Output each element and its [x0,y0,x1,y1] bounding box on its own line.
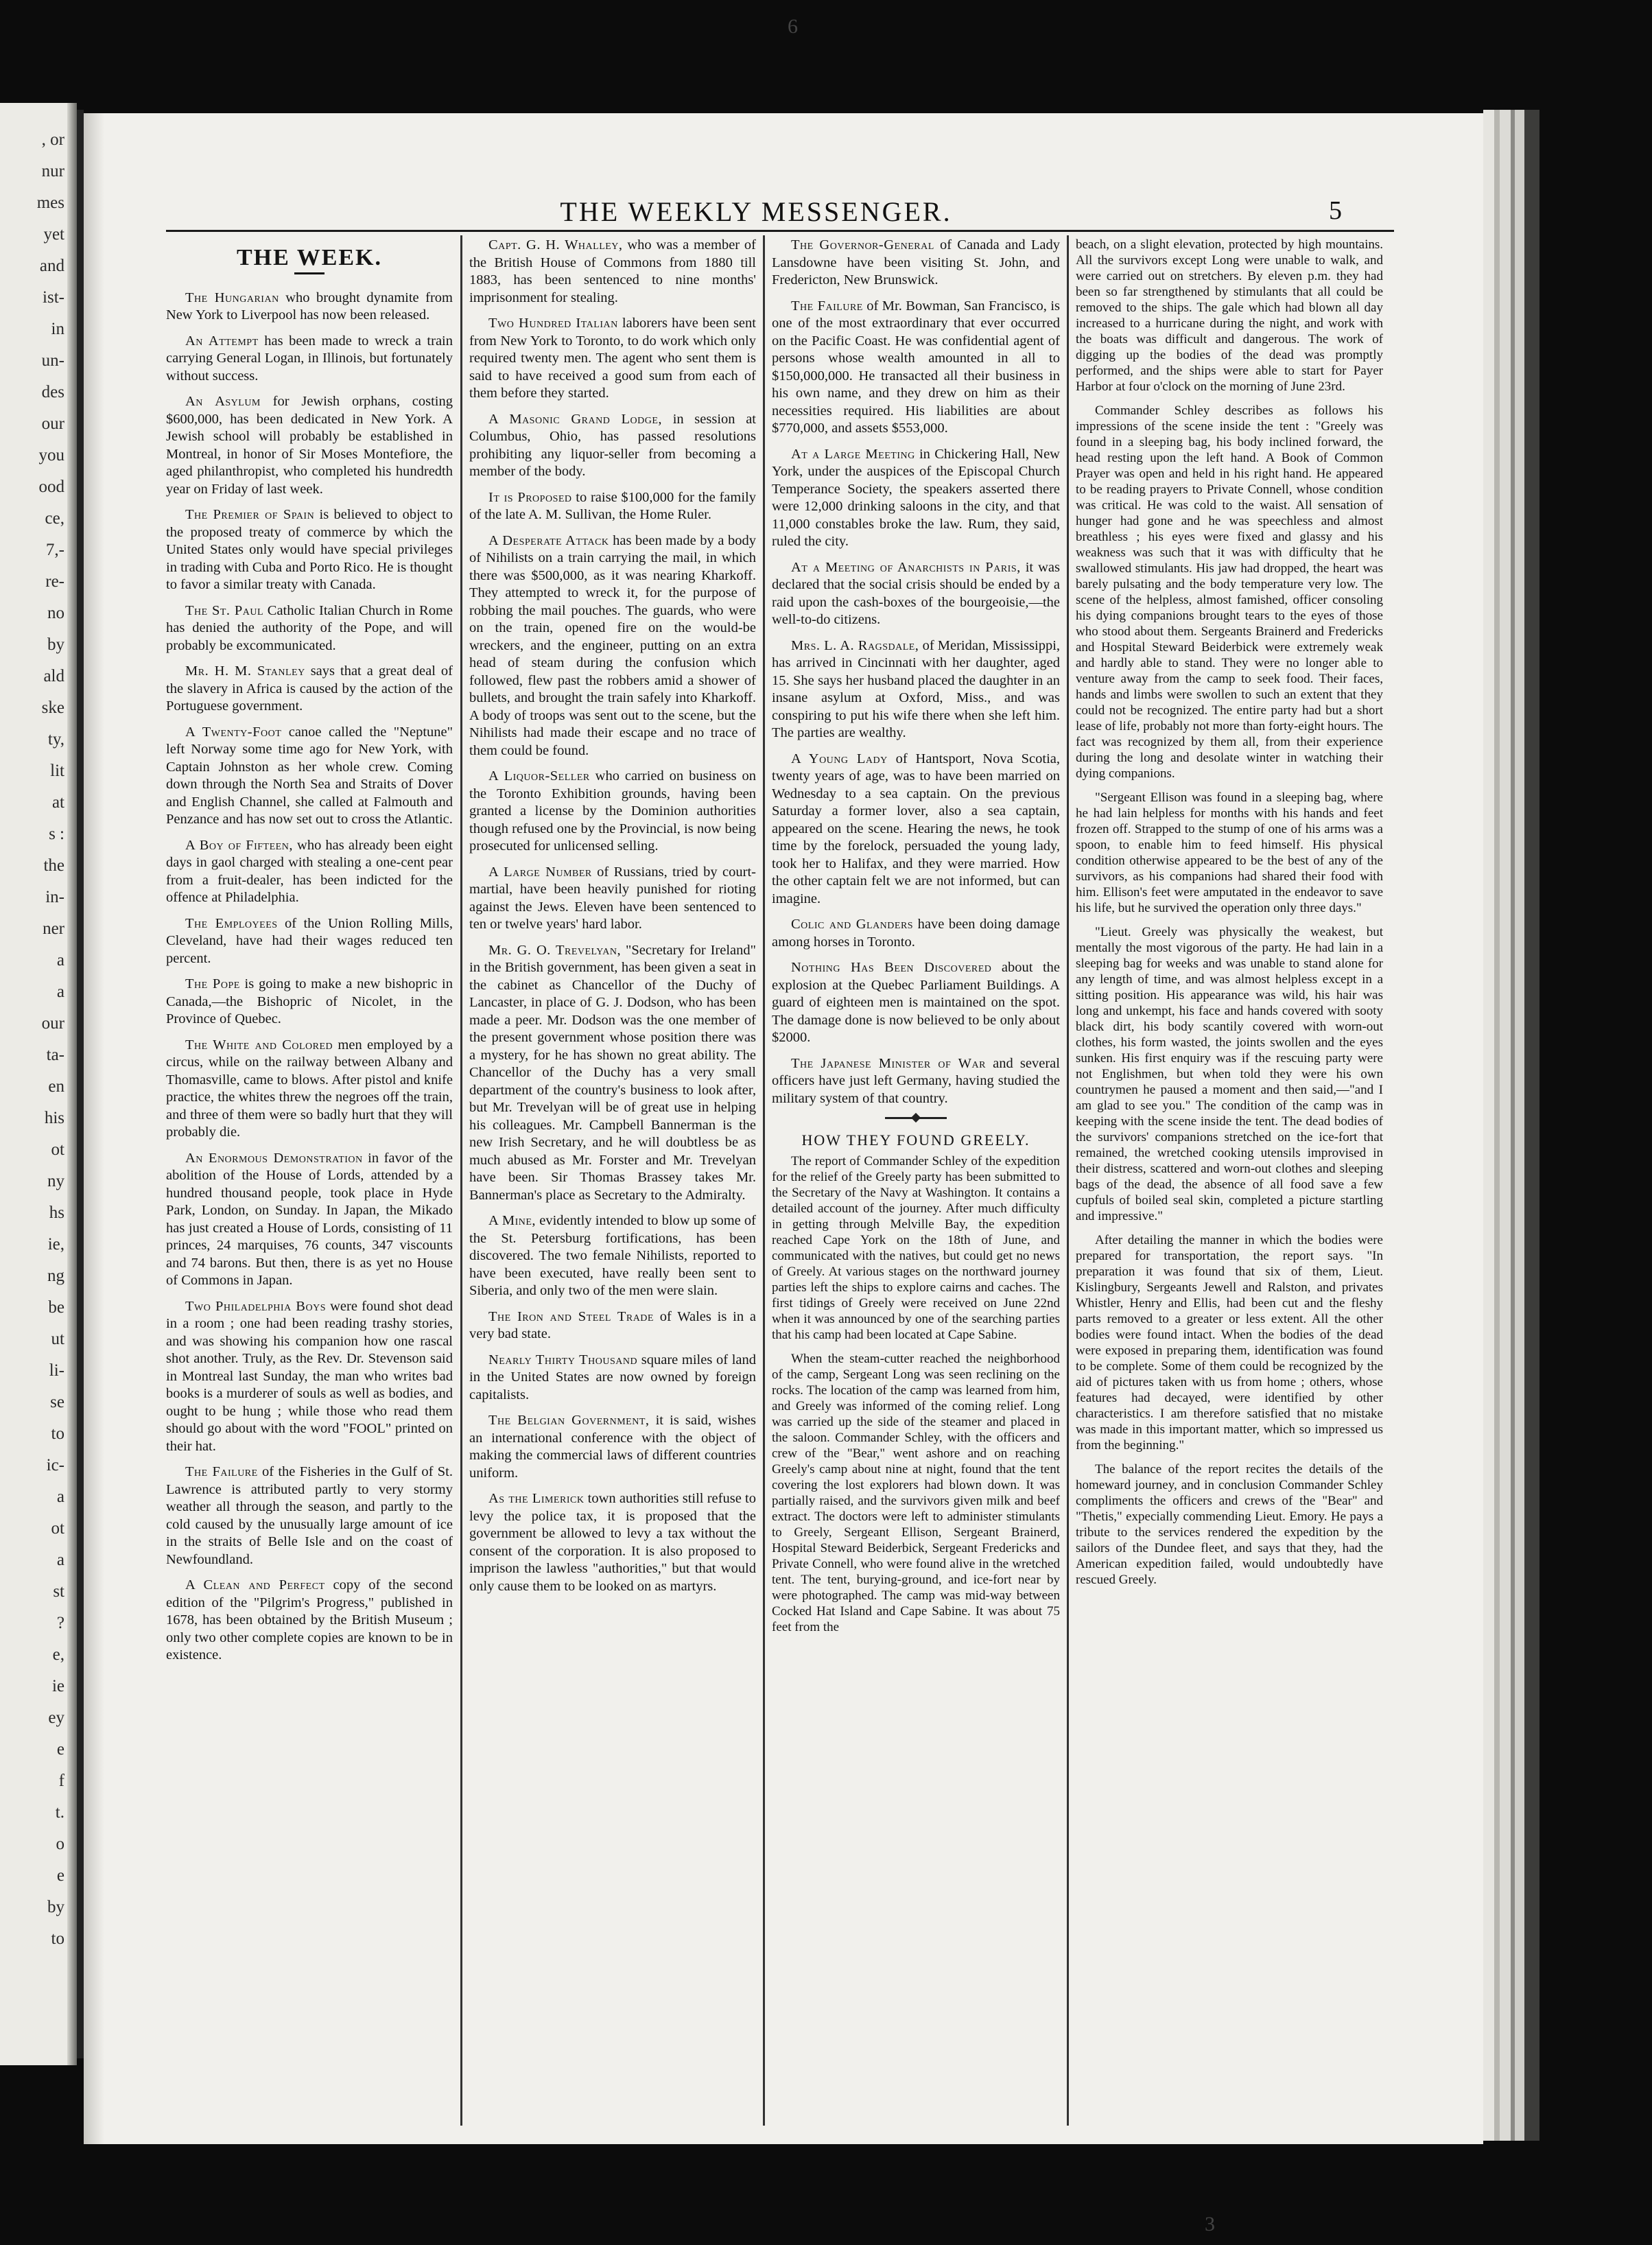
news-item-text: and several officers have just left Germany, having studied the military system of that country. [772,1055,1060,1106]
news-item [166,506,453,594]
news-item-text: who has already been eight days in gaol charged with stealing a one-cent pear from a fruit-dealer, has been indicted for the offence at Philadelphia. [166,837,453,905]
left-page-fragment-text: ty, [47,730,64,749]
news-item-text: of the Union Rolling Mills, Cleveland, have had their wages reduced ten percent. [166,915,453,966]
news-item [166,1298,453,1456]
news-item [772,751,1060,908]
left-page-fragment-text: ng [47,1267,64,1285]
news-item-lead: An Enormous Demonstration [185,1150,363,1166]
left-page-fragment-text: li- [49,1361,64,1380]
column-rule-1 [460,235,462,2126]
left-page-fragment-text: e [56,1866,64,1885]
article-paragraph: The report of Commander Schley of the expedition for the relief of the Greely party has been submitted to the Secretary of the Navy at Washington. It contains a detailed account of the journey. After much difficulty in getting through Melville Bay, the expedition reached Cape York on the 18th of June, and communicated with the natives, but could get no news of Greely. At various stages on the northward journey parties left the ships to explore cairns and caches. The first tidings of Greely were received on June 22nd when it was announced by one of the searching parties that his camp had been located at Cape Sabine. [772,1153,1060,1342]
news-item [166,393,453,498]
news-item-lead: The Employees [185,915,278,931]
section-heading-greely: HOW THEY FOUND GREELY. [801,1131,1030,1149]
left-page-fragment-text: a [56,1488,64,1506]
left-page-fragment-text: by [47,1898,64,1916]
news-item-lead: Mr. G. O. Trevelyan, [488,942,622,958]
column-2 [469,237,756,2124]
left-page-fragment-text: re- [45,572,64,591]
news-item-lead: A Young Lady [791,751,888,766]
news-item [166,837,453,907]
left-page-fragment-text: , or [41,130,64,149]
news-item-lead: A Mine, [488,1213,536,1228]
left-page-fragment-text: un- [41,351,64,370]
article-paragraph: Commander Schley describes as follows his impressions of the scene inside the tent : "Greely was found in a sleeping bag, his body inclined forward, the head resting upon the left hand. A Book of Common Prayer was open and held in his right hand. He appeared to be reading prayers to Private Connell, whose condition was critical. He was cold to the waist. All sensation of hunger had gone and he was speechless and almost breathless ; his eyes were fixed and glassy and his weakness was such that it was with difficulty that he swallowed stimulants. His jaw had dropped, the heart was barely pulsating and the body temperature very low. The scene of the helpless, almost famished, officer consoling his dying companions brought tears to the eyes of those who stood about them. Sergeants Brainerd and Fredericks and Hospital Steward Beiderbick were extremely weak and hardly able to stand. They were no longer able to venture away from the camp to seek food. Their faces, hands and limbs were swollen to such an extent that they could not be recognized. The entire party had but a short lease of life, probably not more than forty-eight hours. The fact was recognized by them all, from their experience during the long and desolate winter in watching their dying companions. [1076,403,1383,781]
newspaper-page [84,113,1483,2144]
news-item-text: who brought dynamite from New York to Liverpool has now been released. [166,290,453,322]
news-item [469,315,756,403]
news-item-text: of the Fisheries in the Gulf of St. Lawrence is attributed partly to very stormy weather all through the season, and partly to the cold caused by the unusually large amount of ice in the straits of Belle Isle and on the coast of Newfoundland. [166,1464,453,1567]
left-page-fragment-text: ut [51,1330,64,1348]
news-item [469,942,756,1205]
left-page-fragment-text: s : [49,825,64,843]
news-item-lead: The Hungarian [185,290,279,305]
left-page-fragment-text: his [44,1109,64,1127]
news-item [772,237,1060,290]
news-item [772,916,1060,951]
left-page-fragment-text: a [56,951,64,969]
page-number: 5 [1329,196,1342,225]
news-item-text: have been doing damage among horses in Toronto. [772,917,1060,950]
left-page-fragment-text: nur [41,162,64,180]
news-item-text: has been made by a body of Nihilists on a train carrying the mail, in which there was $500,000, as it was nearing Kharkoff. They attempted to wreck it, for the purpose of robbing the mail pouches. The guards, who were on the train, opened fire on the would-be wreckers, and the engineer, putting on an extra head of steam during the confusion which followed, flew past the robbers amid a shower of bullets, and brought the train safely into Kharkoff. A body of troops was sent out to the scene, but the Nihilists had made their escape and no trace of them could be found. [469,532,756,758]
news-item [166,915,453,968]
bottom-mark: 3 [1205,2213,1215,2235]
news-item-text: of Meridan, Mississippi, has arrived in Cincinnati with her daughter, aged 15. She says her husband placed the daughter in an insane asylum at Oxford, Miss., and was conspiring to put his wife there when she left him. The parties are wealthy. [772,637,1060,740]
news-item-lead: The Japanese Minister of War [791,1055,986,1071]
heading-rule [294,272,324,274]
news-item-text: evidently intended to blow up some of the St. Petersburg fortifications, has been discovered. The two female Nihilists, reported to have been executed, have really been sent to Siberia, and only two of the men were slain. [469,1213,756,1298]
news-item-text: of Canada and Lady Lansdowne have been visiting St. John, and Fredericton, New Brunswick. [772,237,1060,287]
news-item-lead: It is Proposed [488,489,572,505]
left-page-fragment-text: in [51,320,64,338]
news-item [166,1577,453,1665]
masthead-rule [166,230,1394,232]
section-heading-the-week: THE WEEK. [237,245,382,270]
page-shadow [84,113,104,2144]
left-page-fragment-text: hs [49,1203,64,1222]
news-item-lead: The Premier of Spain [185,507,315,522]
left-page-fragment-text: f [58,1772,64,1790]
news-item-lead: As the Limerick [488,1491,585,1506]
left-page-fragment-text: 7,- [45,541,64,559]
news-item-text: "Secretary for Ireland" in the British government, has been given a seat in the cabinet as Chancellor of the Duchy of Lancaster, in place of G. J. Dodson, who has been made a peer. Mr. Dodson was the one member of the present government whose position there was a mystery, for he has shown no great ability. The Chancellor of the Duchy has a very small department of the country's business to look after, but Mr. Trevelyan will be of great use in helping his colleagues. Mr. Campbell Bannerman is the new Irish Secretary, and he will doubtless be as much abused as Mr. Forster and Mr. Trevelyan have been. Sir Thomas Brassey takes Mr. Bannerman's place as Secretary to the Admiralty. [469,942,756,1203]
news-item-text: in session at Columbus, Ohio, has passed resolutions prohibiting any liquor-seller from becoming a member of the body. [469,411,756,479]
news-item [166,1150,453,1290]
column-1 [166,237,453,2124]
news-item-text: has been made to wreck a train carrying General Logan, in Illinois, but fortunately without success. [166,333,453,384]
left-page-fragment-text: in- [45,888,64,906]
news-item-text: copy of the second edition of the "Pilgrim's Progress," published in 1678, has been obtained by the British Museum ; only two other complete copies are known to be in existence. [166,1577,453,1662]
news-item-text: it was declared that the social crisis should be ended by a raid upon the cash-boxes of the bourgeoisie,—the well-to-do citizens. [772,559,1060,627]
news-item-text: for Jewish orphans, costing $600,000, has been dedicated in New York. A Jewish school will probably be established in Montreal, in honor of Sir Moses Montefiore, the aged philanthropist, who completed his hundredth year on Friday of last week. [166,394,453,497]
news-item-text: of Russians, tried by court-martial, have been heavily punished for rioting against the Jews. Eleven have been sentenced to ten or twelve years' hard labor. [469,864,756,932]
news-item-text: canoe called the "Neptune" left Norway some time ago for New York, with Captain Johnston as her whole crew. Coming down through the North Sea and Straits of Dover and English Channel, she called at Falmouth and Penzance and has now set out to cross the Atlantic. [166,724,453,827]
left-page-fragment-text: at [51,793,64,812]
column-4 [1076,237,1383,2124]
article-paragraph: "Sergeant Ellison was found in a sleeping bag, where he had lain helpless for months with his hands and feet frozen off. Strapped to the stump of one of his arms was a spoon, to enable him to feed himself. His physical condition otherwise appeared to be the best of any of the survivors, as his companions had shared their food with him. Ellison's feet were amputated in the endeavor to save his life, but he survived the operation only three days." [1076,790,1383,915]
news-item-text: men employed by a circus, while on the railway between Albany and Thomasville, came to blows. After pistol and knife practice, the whites threw the negroes off the train, and three of them were so badly hurt that they will probably die. [166,1037,453,1140]
left-page-fragment-text: des [41,383,64,401]
left-page-fragment-text: our [41,1014,64,1033]
news-item-text: square miles of land in the United States are now owned by foreign capitalists. [469,1352,756,1402]
news-item-text: Catholic Italian Church in Rome has denied the authority of the Pope, and will probably be excommunicated. [166,602,453,653]
news-item-lead: The Iron and Steel Trade [488,1308,654,1324]
news-item-text: town authorities still refuse to levy the police tax, it is proposed that the government be allowed to levy a tax without the consent of the corporation. It is also proposed to imprison the lawless "authorities," but that would only cause them to be looked on as martyrs. [469,1491,756,1594]
left-page-fragment-text: ner [43,919,64,938]
column-rule-2 [763,235,765,2126]
left-page-fragment-text: our [41,414,64,433]
news-item-text: in favor of the abolition of the House of Lords, attended by a hundred thousand people, took place in Hyde Park, London, on Sunday. In Japan, the Mikado has just created a House of Lords, consisting of 11 princes, 24 marquises, 76 counts, 347 viscounts and 74 barons. But then, there is as yet no House of Commons in Japan. [166,1150,453,1288]
news-item [166,602,453,655]
news-item-lead: The Governor-General [791,237,934,252]
left-page-fragment-text: ood [38,478,64,496]
left-page-fragment-text: ist- [43,288,64,307]
left-page-fragment-text: no [47,604,64,622]
news-item [166,333,453,386]
left-page-fragment-text: ald [43,667,64,685]
news-item-lead: A Large Number [488,864,592,880]
news-item-lead: The White and Colored [185,1037,333,1053]
news-item-text: it is said, wishes an international conference with the object of making the commercial laws of different countries uniform. [469,1413,756,1481]
news-item-lead: Colic and Glanders [791,917,914,932]
top-mark: 6 [788,15,798,38]
news-item [469,1212,756,1300]
news-item-lead: Mr. H. M. Stanley [185,663,305,679]
left-page-fragment-text: the [43,856,64,875]
news-item [469,237,756,307]
left-page-fragment-text: ? [56,1614,64,1632]
left-page-fragment-text: by [47,635,64,654]
left-page-fragment-text: ie, [47,1235,64,1254]
left-page-fragment-text: se [50,1393,64,1411]
section-divider [885,1117,947,1119]
news-item-lead: Capt. G. H. Whalley, [488,237,623,252]
left-page-fragment-text: ey [48,1708,64,1727]
masthead [84,196,1483,234]
news-item-lead: A Desperate Attack [488,532,609,548]
news-item [469,1490,756,1595]
news-item [166,1464,453,1568]
column-3 [772,237,1060,2124]
news-item-text: in Chickering Hall, New York, under the auspices of the Episcopal Church Temperance Society, the speakers asserted there were 12,000 drinking saloons in the city, and that 11,000 constables broke the law. Rum, they said, ruled the city. [772,446,1060,549]
left-page-fragment-text: to [51,1424,64,1443]
news-item-lead: At a Large Meeting [791,446,915,462]
news-item-lead: An Attempt [185,333,259,349]
news-item-lead: The Failure [791,298,863,314]
article-paragraph: When the steam-cutter reached the neighborhood of the camp, Sergeant Long was seen reclining on the rocks. The location of the camp was learned from him, and Greely was informed of the coming relief. Long was carried up the side of the steamer and placed in the saloon. Commander Schley, with the officers and crew of the "Bear," went ashore and on reaching Greely's camp about nine at night, found that the tent covering the lost explorers had blown down. It was partially raised, and the survivors given milk and beef extract. The doctors were left to administer stimulants to Greely, Sergeant Ellison, Sergeant Brainerd, Hospital Steward Beiderbick, Sergeant Fredericks and Private Connell, who were found alive in the wretched tent. The tent, burying-ground, and ice-fort near by were photographed. The camp was mid-way between Cocked Hat Island and Cape Sabine. It was about 75 feet from the [772,1351,1060,1634]
news-item-lead: A Clean and Perfect [185,1577,325,1592]
left-page-fragment-text: lit [50,762,64,780]
news-item [469,1308,756,1343]
news-item [469,411,756,481]
news-item-lead: A Twenty-Foot [185,724,282,740]
news-item-text: of Wales is in a very bad state. [469,1308,756,1341]
news-item-lead: A Liquor-Seller [488,768,590,784]
news-item-text: of Hantsport, Nova Scotia, twenty years of age, was to have been married on Wednesday to a sea captain. On the previous Saturday a former lover, also a sea captain, appeared on the scene. Hearing the news, he took time by the forelock, persuaded the young lady, took her to Halifax, and they were married. How the other captain felt we are not informed, but can imagine. [772,751,1060,906]
news-item [166,1037,453,1142]
news-item [772,559,1060,629]
news-item-lead: The St. Paul [185,602,263,618]
left-page-fragment-text: a [56,983,64,1001]
news-item-text: who was a member of the British House of Commons from 1880 till 1883, has been sentenced to nine months' imprisonment for stealing. [469,237,756,305]
article-paragraph: "Lieut. Greely was physically the weakest, but mentally the most vigorous of the party. He had lain in a sleeping bag for weeks and was unable to stand alone for any length of time, and was almost helpless except in a sitting position. His appearance was wild, his hair was long and unkempt, his face and hands covered with sooty black dirt, his body scantily covered with worn-out clothes, his form wasted, the joints swollen and the eyes sunken. His first enquiry was if the rescuing party were not Englishmen, but when told they were his own countrymen he paused a moment and then said,—"and I am glad to see you." The condition of the camp was in keeping with the scene inside the tent. The dead bodies of the survivors' companions stretched on the ice-fort that remained, the wretched cooking utensils improvised in their distress, scattered and worn-out clothes and sleeping bags of the dead, the absence of all food save a few cupfuls of boiled seal skin, completed a picture startling and impressive." [1076,925,1383,1223]
left-page-fragment-text: e [56,1740,64,1759]
news-item-lead: Nothing Has Been Discovered [791,960,992,975]
news-item [772,1055,1060,1108]
news-item [166,290,453,325]
left-page-fragment-text: mes [36,193,64,212]
left-page-fragment-text: o [56,1835,64,1853]
article-paragraph: After detailing the manner in which the bodies were prepared for transportation, the report says. "In preparation it was found that six of them, Lieut. Kislingbury, Sergeants Jewell and Ralston, and privates Whistler, Henry and Ellis, had been cut and the fleshy parts removed to a greater or less extent. All the other bodies were found intact. When the bodies of the dead were exposed in preparing them, identification was found to be complete. Some of them could be recognized by the aid of pictures taken with us from home ; others, whose features had decayed, were identified by other characteristics. I am therefore satisfied that no mistake was made in this important matter, which so impressed us from the beginning." [1076,1233,1383,1453]
left-page-fragment-text: ot [51,1519,64,1538]
article-paragraph: beach, on a slight elevation, protected by high mountains. All the survivors except Long were unable to walk, and were carried out on stretchers. By eleven p.m. they had been so far strengthened by stimulants that all could be removed to the ships. The gale which had blown all day increased to a hurricane during the night, and work with the boats was difficult and dangerous. The work of digging up the bodies of the dead was promptly performed, and the ships were able to start for Payer Harbor at four o'clock on the morning of June 23rd. [1076,237,1383,394]
news-item-lead: Mrs. L. A. Ragsdale, [791,637,919,653]
article-paragraph: The balance of the report recites the details of the homeward journey, and in conclusion Commander Schley compliments the officers and crews of the "Bear" and "Thetis," expecially commending Lieut. Emory. He pays a tribute to the services rendered the expedition by the sailors of the Dundee fleet, and says that they, had the American expedition failed, would undoubtedly have rescued Greely. [1076,1462,1383,1587]
left-page-fragment-text: ot [51,1140,64,1159]
left-page-fragment-text: t. [55,1803,64,1822]
left-page-fragment-text: you [38,446,64,465]
masthead-title: THE WEEKLY MESSENGER. [560,196,952,227]
news-item [469,768,756,856]
column-rule-3 [1067,235,1069,2126]
left-page-fragment-text: be [48,1298,64,1317]
news-item [469,1412,756,1482]
news-item-lead: A Boy of Fifteen, [185,837,293,853]
left-page-edge [67,103,77,2065]
news-item [772,298,1060,438]
left-page-fragment-text: a [56,1551,64,1569]
news-item-text: of Mr. Bowman, San Francisco, is one of the most extraordinary that ever occurred on the Pacific Coast. He was confidential agent of persons whose wealth amounted in all to $150,000,000. He transacted all their business in his own name, and they drew on him as their necessities required. His liabilities are about $770,000, and assets $553,000. [772,298,1060,436]
news-item-lead: Nearly Thirty Thousand [488,1352,638,1367]
page-edge [1483,110,1539,2141]
news-item-lead: Two Hundred Italian [488,316,618,331]
news-item-lead: A Masonic Grand Lodge, [488,411,663,427]
news-item [772,446,1060,551]
left-page-fragment [0,103,77,2065]
news-item-lead: The Failure [185,1464,258,1479]
left-page-fragment-text: e, [52,1645,64,1664]
news-item-text: laborers have been sent from New York to Toronto, to do work which only required twenty men. The agent who sent them is said to have received a good sum from each of them before they started. [469,316,756,401]
left-page-fragment-text: to [51,1929,64,1948]
left-page-fragment-text: and [39,257,64,275]
news-item-text: about the explosion at the Quebec Parliament Buildings. A guard of eighteen men is maintained on the spot. The damage done is now believed to be only about $2000. [772,960,1060,1045]
left-page-fragment-text: ny [47,1172,64,1190]
news-item-lead: At a Meeting of Anarchists in Paris, [791,559,1021,575]
news-item [166,663,453,716]
left-page-fragment-text: ie [51,1677,64,1695]
news-item-lead: Two Philadelphia Boys [185,1298,326,1314]
left-page-fragment-text: st [53,1582,64,1601]
news-item [772,959,1060,1047]
left-page-fragment-text: ta- [46,1046,64,1064]
news-item-text: says that a great deal of the slavery in Africa is caused by the action of the Portuguese government. [166,663,453,714]
news-item [469,1352,756,1404]
left-page-fragment-text: ic- [46,1456,64,1474]
left-page-fragment-text: en [48,1077,64,1096]
news-item [469,489,756,524]
news-item-text: is believed to object to the proposed treaty of commerce by which the United States only would have special privileges in trading with Cuba and Porto Rico. He is thought to favor a similar treaty with Canada. [166,507,453,592]
news-item-text: to raise $100,000 for the family of the late A. M. Sullivan, the Home Ruler. [469,489,756,522]
news-item-lead: The Pope [185,976,240,991]
left-page-fragment-text: ske [41,698,64,717]
news-item [772,637,1060,742]
left-page-fragment-text: ce, [45,509,64,528]
news-item-text: were found shot dead in a room ; one had been reading trashy stories, and was showing his companion how one rascal shot another. Truly, as the Rev. Dr. Stevenson said in Montreal last Sunday, the man who writes bad books is a murderer of souls as well as bodies, and ought to be hung ; while those who read them should go about with the word "FOOL" printed on their hat. [166,1298,453,1454]
news-item-text: is going to make a new bishopric in Canada,—the Bishopric of Nicolet, in the Province of Quebec. [166,976,453,1026]
news-item-text: who carried on business on the Toronto Exhibition grounds, having been granted a license by the Dominion authorities though refused one by the Provincial, is now being prosecuted for unlicensed selling. [469,768,756,854]
news-item [469,864,756,934]
left-page-fragment-text: yet [43,225,64,244]
news-item [166,976,453,1029]
news-item-lead: An Asylum [185,394,261,409]
news-item [469,532,756,760]
news-item [166,724,453,829]
binding-gutter [77,110,84,2058]
news-item-lead: The Belgian Government, [488,1413,650,1428]
